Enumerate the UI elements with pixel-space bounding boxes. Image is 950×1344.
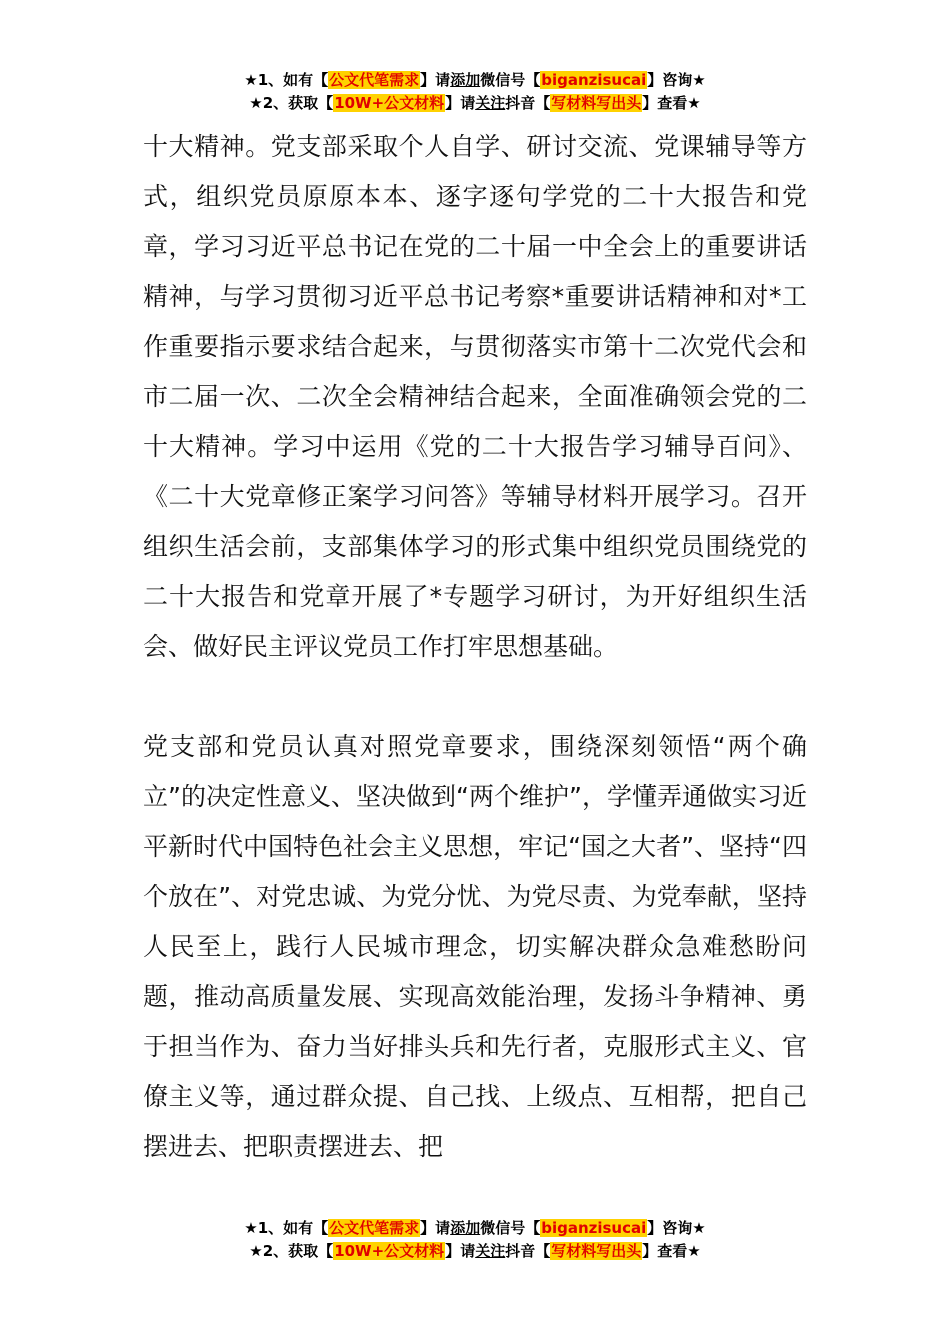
- banner-text: 】请: [420, 71, 451, 89]
- banner-text: 】咨询★: [647, 1219, 706, 1237]
- banner-line-2: [0, 92, 950, 115]
- highlight-tag: 写材料写出头: [551, 1242, 642, 1260]
- banner-line-2: [0, 1240, 950, 1263]
- header-banner: [0, 69, 950, 115]
- banner-text: 】请: [445, 94, 476, 112]
- banner-text: ★1、如有【: [244, 1219, 329, 1237]
- banner-text: 】请: [420, 1219, 451, 1237]
- paragraph-spacer: [143, 672, 807, 722]
- banner-text: ★2、获取【: [249, 1242, 334, 1260]
- highlight-tag: 写材料写出头: [551, 94, 642, 112]
- paragraph-1: 十大精神。党支部采取个人自学、研讨交流、党课辅导等方式，组织党员原原本本、逐字逐句学党的二十大报告和党章，学习习近平总书记在党的二十届一中全会上的重要讲话精神，与学习贯彻习近平总书记考察*重要讲话精神和对*工作重要指示要求结合起来，与贯彻落实市第十二次党代会和市二届一次、二次全会精神结合起来，全面准确领会党的二十大精神。学习中运用《党的二十大报告学习辅导百问》、《二十大党章修正案学习问答》等辅导材料开展学习。召开组织生活会前，支部集体学习的形式集中组织党员围绕党的二十大报告和党章开展了*专题学习研讨，为开好组织生活会、做好民主评议党员工作打牢思想基础。: [143, 132, 807, 661]
- highlight-tag: biganzisucai: [541, 1219, 647, 1237]
- highlight-tag: 公文代笔需求: [329, 1219, 420, 1237]
- highlight-tag: 10W+公文材料: [334, 1242, 445, 1260]
- banner-text: 抖音【: [505, 1242, 551, 1260]
- highlight-tag: 10W+公文材料: [334, 94, 445, 112]
- document-body: [143, 122, 807, 1172]
- banner-line-1: [0, 1217, 950, 1240]
- banner-text: 】查看★: [642, 1242, 701, 1260]
- banner-text: ★2、获取【: [249, 94, 334, 112]
- underlined-text: 关注: [475, 94, 506, 112]
- banner-line-1: [0, 69, 950, 92]
- banner-text: ★1、如有【: [244, 71, 329, 89]
- banner-text: 微信号【: [480, 71, 541, 89]
- underlined-text: 添加: [450, 1219, 481, 1237]
- banner-text: 】请: [445, 1242, 476, 1260]
- underlined-text: 添加: [450, 71, 481, 89]
- footer-banner: [0, 1217, 950, 1263]
- highlight-tag: biganzisucai: [541, 71, 647, 89]
- underlined-text: 关注: [475, 1242, 506, 1260]
- banner-text: 】查看★: [642, 94, 701, 112]
- paragraph-2: 党支部和党员认真对照党章要求，围绕深刻领悟“两个确立”的决定性意义、坚决做到“两个维护”，学懂弄通做实习近平新时代中国特色社会主义思想，牢记“国之大者”、坚持“四个放在”、对党忠诚、为党分忧、为党尽责、为党奉献，坚持人民至上，践行人民城市理念，切实解决群众急难愁盼问题，推动高质量发展、实现高效能治理，发扬斗争精神、勇于担当作为、奋力当好排头兵和先行者，克服形式主义、官僚主义等，通过群众提、自己找、上级点、互相帮，把自己摆进去、把职责摆进去、把: [143, 732, 807, 1161]
- highlight-tag: 公文代笔需求: [329, 71, 420, 89]
- banner-text: 】咨询★: [647, 71, 706, 89]
- banner-text: 微信号【: [480, 1219, 541, 1237]
- banner-text: 抖音【: [505, 94, 551, 112]
